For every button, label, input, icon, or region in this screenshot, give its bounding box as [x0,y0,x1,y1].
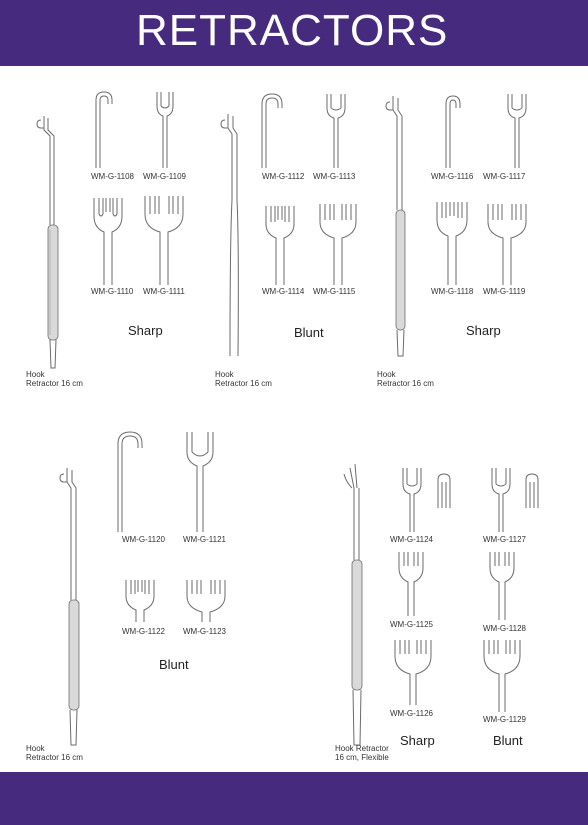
instrument-caption: Hook Retractor 16 cm [26,370,83,388]
product-code: WM-G-1110 [91,287,134,296]
instrument-caption: Hook Retractor 16 cm [215,370,272,388]
product-code: WM-G-1125 [390,620,433,629]
product-code: WM-G-1123 [183,627,226,636]
product-code: WM-G-1128 [483,624,526,633]
product-code: WM-G-1120 [122,535,165,544]
product-code: WM-G-1111 [143,287,185,296]
instrument-caption: Hook Retractor 16 cm, Flexible [335,744,389,762]
group-label-blunt: Blunt [159,657,189,672]
instrument-caption: Hook Retractor 16 cm [26,744,83,762]
product-code: WM-G-1119 [483,287,526,296]
hook-retractor-3 [386,96,405,356]
product-code: WM-G-1109 [143,172,186,181]
group-label-sharp: Sharp [400,733,435,748]
hook-retractor-2 [221,114,238,356]
product-code: WM-G-1126 [390,709,433,718]
product-code: WM-G-1124 [390,535,433,544]
product-code: WM-G-1108 [91,172,134,181]
product-code: WM-G-1129 [483,715,526,724]
product-code: WM-G-1112 [262,172,305,181]
product-code: WM-G-1115 [313,287,356,296]
product-code: WM-G-1121 [183,535,226,544]
page-title: RETRACTORS [136,6,449,55]
product-code: WM-G-1117 [483,172,526,181]
product-code: WM-G-1122 [122,627,165,636]
group-label-sharp: Sharp [128,323,163,338]
flexible-hook-retractor [344,464,362,745]
group-label-blunt: Blunt [294,325,324,340]
product-code: WM-G-1127 [483,535,526,544]
instrument-caption: Hook Retractor 16 cm [377,370,434,388]
hook-retractor-1 [37,116,58,368]
product-code: WM-G-1116 [431,172,474,181]
group-label-sharp: Sharp [466,323,501,338]
group-label-blunt: Blunt [493,733,523,748]
footer-bar [0,772,588,825]
hook-retractor-4 [60,468,79,745]
product-code: WM-G-1118 [431,287,474,296]
product-code: WM-G-1113 [313,172,356,181]
product-code: WM-G-1114 [262,287,305,296]
